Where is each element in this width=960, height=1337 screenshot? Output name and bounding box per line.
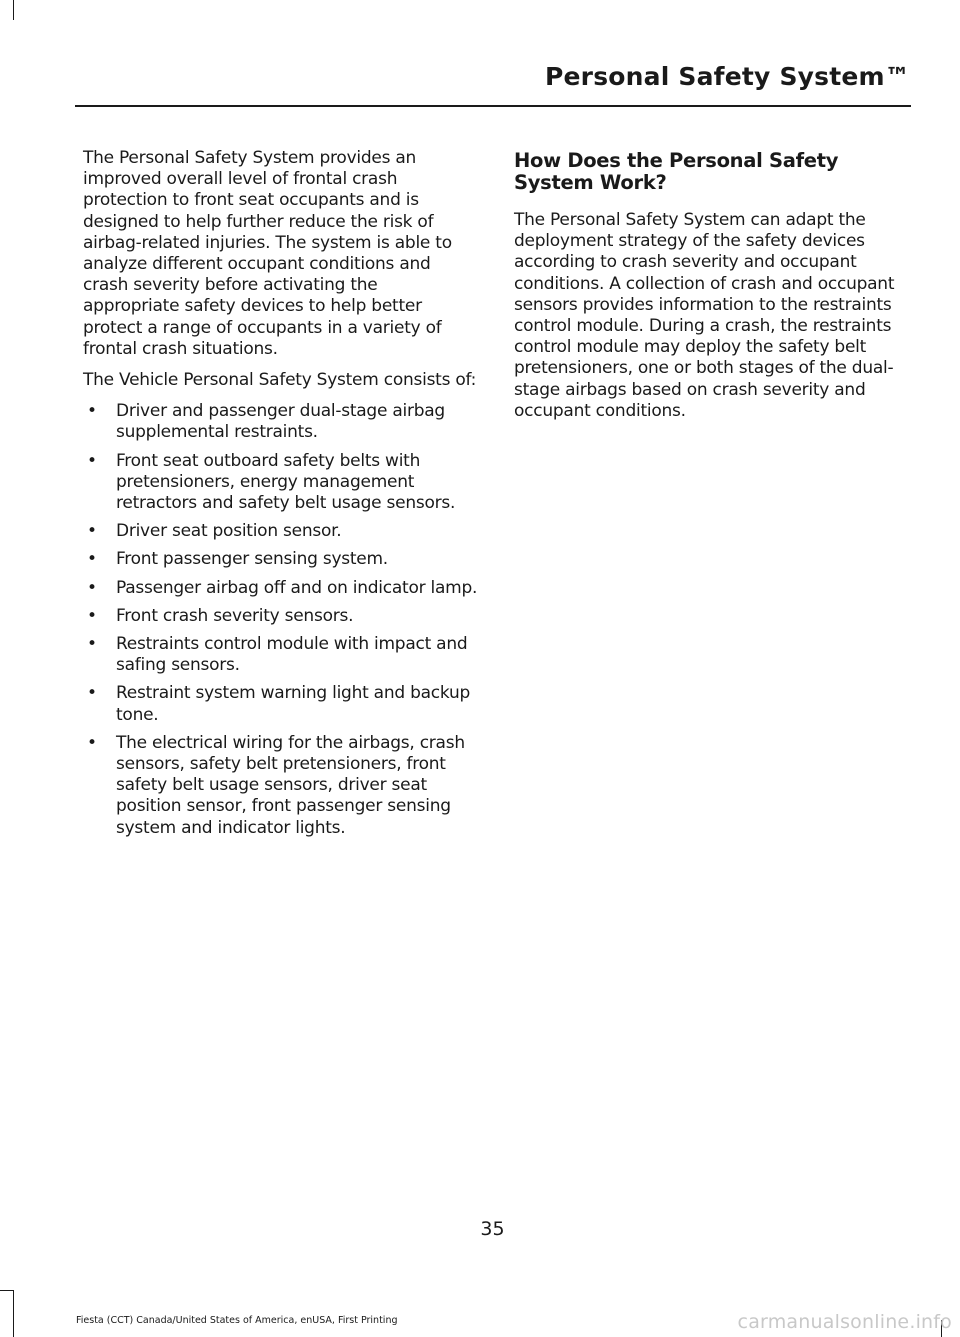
bullet-icon: • <box>87 577 97 598</box>
list-item <box>83 521 478 542</box>
list-item <box>83 578 478 599</box>
list-item-text: Front crash severity sensors. <box>116 605 354 626</box>
component-list <box>83 401 478 839</box>
how-it-works-paragraph: The Personal Safety System can adapt the deployment strategy of the safety devices according to crash severity and occupant conditions. A collection of crash and occupant sensors provides information to the restraints control module. During a crash, the restraints control module may deploy the safety belt pretensioners, one or both stages of the dual-stage airbags based on crash severity and occupant conditions. <box>514 210 895 421</box>
bullet-icon: • <box>87 683 97 704</box>
bullet-icon: • <box>87 521 97 542</box>
list-item <box>83 606 478 627</box>
crop-mark-top-left <box>13 0 14 20</box>
right-column <box>514 148 909 432</box>
watermark: carmanualsonline.info <box>737 1311 952 1333</box>
list-item <box>83 549 478 570</box>
left-column <box>83 148 478 846</box>
page-number: 35 <box>480 1218 505 1240</box>
list-item-text: Restraints control module with impact and safing sensors. <box>116 634 468 676</box>
consists-of-paragraph: The Vehicle Personal Safety System consists of: <box>83 370 477 391</box>
list-item <box>83 683 478 725</box>
bullet-icon: • <box>87 732 97 753</box>
list-item <box>83 634 478 676</box>
list-item <box>83 451 478 515</box>
header-divider <box>75 105 911 107</box>
list-item-text: Front seat outboard safety belts with pretensioners, energy management retractors and safety belt usage sensors. <box>116 450 456 514</box>
list-item-text: Driver and passenger dual-stage airbag supplemental restraints. <box>116 401 445 443</box>
crop-mark-bottom-left-horizontal <box>0 1290 14 1291</box>
list-item-text: The electrical wiring for the airbags, crash sensors, safety belt pretensioners, front safety belt usage sensors, driver seat position sensor, front passenger sensing system and indicator lights. <box>116 732 465 838</box>
page-title: Personal Safety System™ <box>544 62 910 91</box>
bullet-icon: • <box>87 634 97 655</box>
list-item-text: Driver seat position sensor. <box>116 521 342 542</box>
crop-mark-bottom-left-vertical <box>13 1290 14 1337</box>
edition-footer: Fiesta (CCT) Canada/United States of America, enUSA, First Printing <box>76 1315 398 1326</box>
list-item-text: Passenger airbag off and on indicator lamp. <box>116 577 478 598</box>
bullet-icon: • <box>87 450 97 471</box>
list-item-text: Restraint system warning light and backup tone. <box>116 683 471 725</box>
bullet-icon: • <box>87 549 97 570</box>
list-item-text: Front passenger sensing system. <box>116 549 388 570</box>
list-item <box>83 401 478 443</box>
intro-paragraph: The Personal Safety System provides an improved overall level of frontal crash protection to front seat occupants and is designed to help further reduce the risk of airbag-related injuries. The system is able to analyze different occupant conditions and crash severity before activating the appropriate safety devices to help better protect a range of occupants in a variety of frontal crash situations. <box>83 148 452 359</box>
bullet-icon: • <box>87 605 97 626</box>
section-heading: How Does the Personal Safety System Work? <box>514 149 839 194</box>
bullet-icon: • <box>87 401 97 422</box>
list-item <box>83 733 478 839</box>
